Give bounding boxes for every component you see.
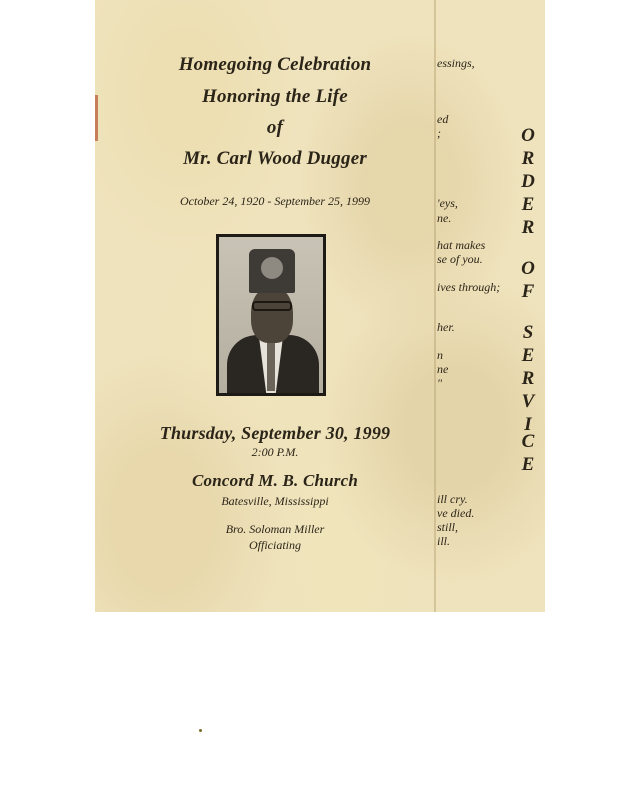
title-line-4: Mr. Carl Wood Dugger bbox=[183, 148, 367, 169]
order-of-service-letter: D bbox=[521, 171, 535, 192]
order-of-service-letter: F bbox=[521, 281, 535, 302]
fold-line bbox=[434, 0, 436, 612]
side-text-fragment: ne bbox=[437, 362, 449, 376]
side-text-fragment: ; bbox=[437, 126, 441, 140]
portrait-tie bbox=[267, 341, 275, 391]
portrait-image bbox=[219, 237, 323, 393]
order-of-service-letter: V bbox=[521, 391, 535, 412]
title-line-3: of bbox=[266, 117, 284, 138]
side-text-fragment: essings, bbox=[437, 56, 475, 70]
order-of-service-letter: E bbox=[521, 345, 535, 366]
order-of-service-letter: R bbox=[521, 368, 535, 389]
officiant-name: Bro. Soloman Miller bbox=[225, 522, 325, 536]
officiant-role: Officiating bbox=[249, 538, 301, 552]
order-of-service-letter: O bbox=[521, 125, 535, 146]
side-text-fragment: ill. bbox=[437, 534, 451, 548]
service-date: Thursday, September 30, 1999 bbox=[159, 423, 391, 443]
side-text-fragment: n bbox=[437, 348, 443, 362]
portrait-face bbox=[251, 287, 293, 343]
side-text-fragment: hat makes bbox=[437, 238, 486, 252]
edge-stain bbox=[95, 95, 98, 141]
side-text-fragment: ve died. bbox=[437, 506, 475, 520]
side-text-fragment: ed bbox=[437, 112, 449, 126]
side-text-fragment: ne. bbox=[437, 211, 452, 225]
fez-hat-icon bbox=[249, 249, 295, 293]
church-name: Concord M. B. Church bbox=[191, 471, 359, 490]
life-dates: October 24, 1920 - September 25, 1999 bbox=[180, 194, 370, 208]
church-location: Batesville, Mississippi bbox=[221, 494, 329, 508]
order-of-service-letter: R bbox=[521, 217, 535, 238]
side-text-fragment: ill cry. bbox=[437, 492, 468, 506]
side-text-fragment: her. bbox=[437, 320, 455, 334]
side-text-fragment: still, bbox=[437, 520, 459, 534]
order-of-service-letter: E bbox=[521, 454, 535, 475]
scan-speck bbox=[199, 729, 202, 732]
order-of-service-letter: R bbox=[521, 148, 535, 169]
side-text-fragment: 'eys, bbox=[437, 196, 458, 210]
order-of-service-letter: C bbox=[521, 431, 535, 452]
portrait-photo bbox=[216, 234, 326, 396]
side-text-fragment: ives through; bbox=[437, 280, 501, 294]
title-line-2: Honoring the Life bbox=[202, 86, 348, 107]
order-of-service-letter: E bbox=[521, 194, 535, 215]
side-text-fragment: se of you. bbox=[437, 252, 483, 266]
fez-emblem-icon bbox=[261, 257, 283, 279]
side-text-fragment: " bbox=[437, 376, 443, 390]
portrait-glasses bbox=[252, 301, 292, 311]
service-time: 2:00 P.M. bbox=[251, 445, 299, 459]
title-line-1: Homegoing Celebration bbox=[178, 54, 372, 75]
order-of-service-letter: I bbox=[524, 414, 532, 435]
order-of-service-letter: O bbox=[521, 258, 535, 279]
order-of-service-letter: S bbox=[522, 322, 534, 343]
